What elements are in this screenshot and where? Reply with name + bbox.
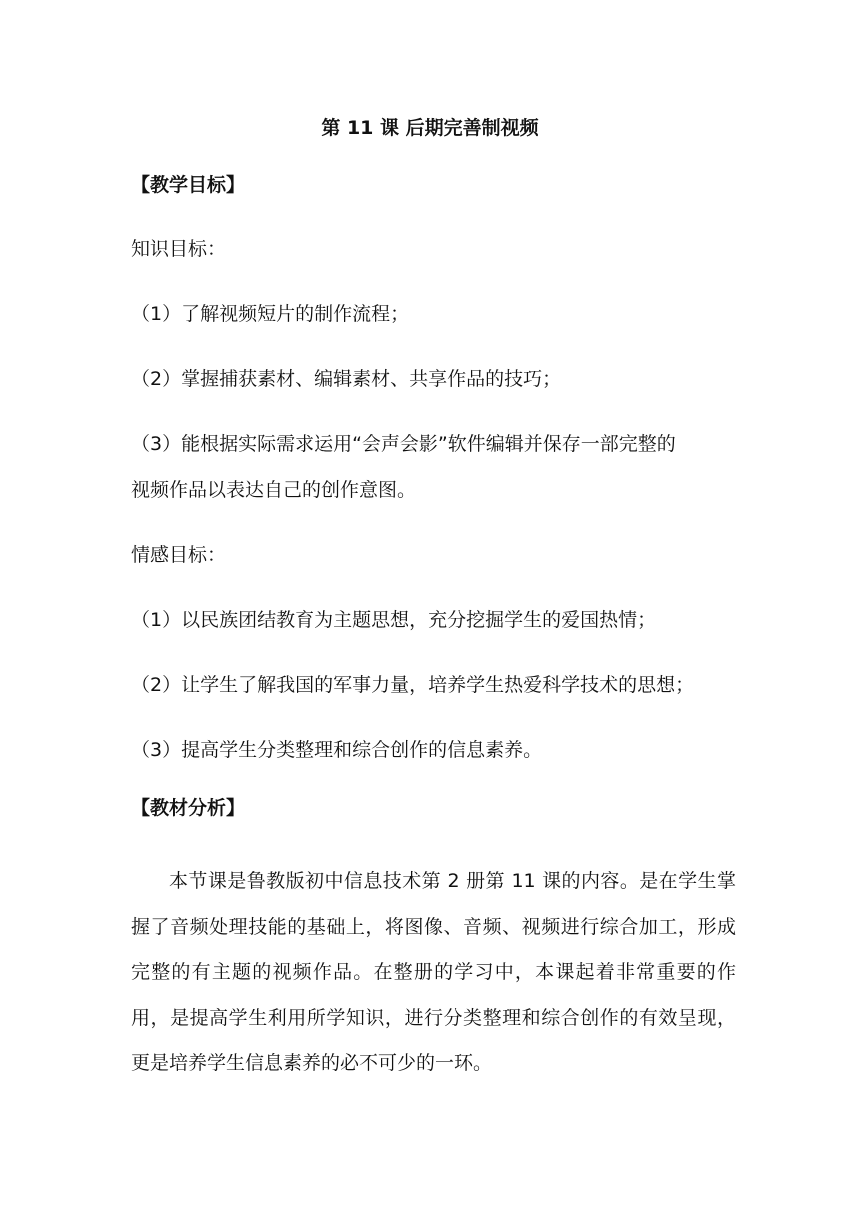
emotion-goal-item: （1）以民族团结教育为主题思想，充分挖掘学生的爱国热情； [131,609,657,631]
knowledge-goal-item-continued: 视频作品以表达自己的创作意图。 [131,479,417,501]
emotion-goal-item: （3）提高学生分类整理和综合创作的信息素养。 [131,739,543,761]
knowledge-goal-item: （2）掌握捕获素材、编辑素材、共享作品的技巧； [131,368,562,390]
lesson-title: 第 11 课 后期完善制视频 [321,117,539,139]
teaching-goals-heading: 【教学目标】 [131,174,246,196]
emotion-goal-item: （2）让学生了解我国的军事力量，培养学生热爱科学技术的思想； [131,674,695,696]
knowledge-goal-item: （1）了解视频短片的制作流程； [131,303,410,325]
knowledge-goals-label: 知识目标： [131,238,227,260]
emotion-goals-label: 情感目标： [131,544,227,566]
knowledge-goal-item: （3）能根据实际需求运用“会声会影”软件编辑并保存一部完整的 [131,433,676,455]
material-analysis-heading: 【教材分析】 [131,797,246,819]
material-analysis-paragraph: 本节课是鲁教版初中信息技术第 2 册第 11 课的内容。是在学生掌握了音频处理技能的基础上，将图像、音频、视频进行综合加工，形成完整的有主题的视频作品。在整册的学习中，本课起着非常重要的作用，是提高学生利用所学知识，进行分类整理和综合创作的有效呈现，更是培养学生信息素养的必不可少的一环。 [131,870,736,1075]
